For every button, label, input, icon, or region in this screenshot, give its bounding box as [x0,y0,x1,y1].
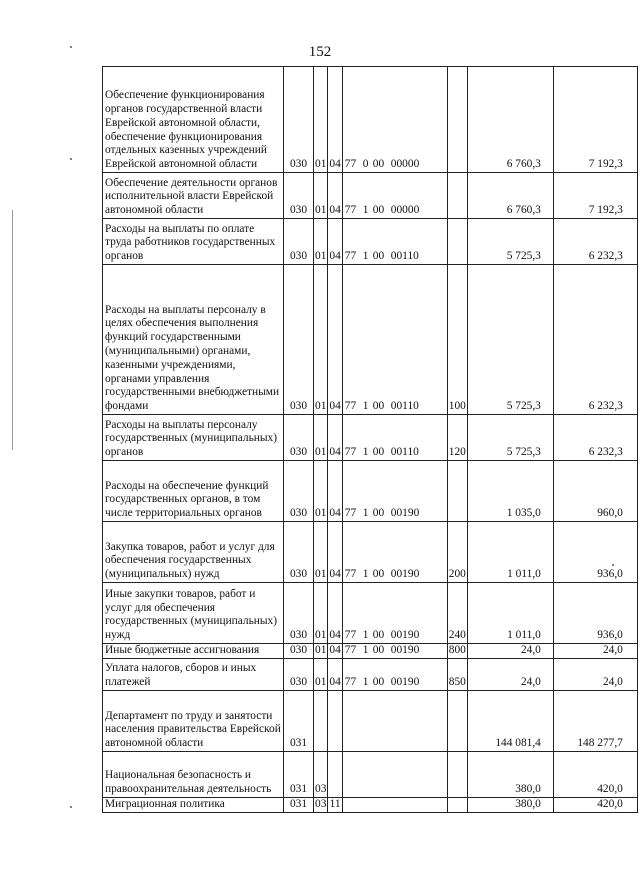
ved-code: 031 [284,752,314,798]
margin-fold-line [12,210,13,450]
rz-code: 01 [314,67,328,173]
sum-year-1: 144 081,4 [467,691,553,752]
sum-year-1: 24,0 [467,644,553,659]
sum-year-1: 380,0 [467,752,553,798]
rz-code: 01 [314,522,328,583]
csr-part-direction: 00000 [390,158,420,171]
csr-part-program: 77 [344,507,357,520]
csr-part-program: 77 [344,446,357,459]
table-row [103,219,638,265]
row-name: Обеспечение деятельности органов исполнительной власти Еврейской автономной области [103,173,284,219]
csr-part-subprogram: 1 [362,250,369,263]
pr-code: 04 [328,67,342,173]
sum-year-1: 6 760,3 [467,173,553,219]
csr-part-direction: 00110 [390,400,419,413]
sum-year-1: 5 725,3 [467,265,553,415]
vr-code [447,798,467,813]
sum-year-2: 936,0 [553,583,637,644]
csr-part-subprogram: 1 [362,568,369,581]
row-name: Иные бюджетные ассигнования [103,644,284,659]
csr-part-direction: 00000 [390,204,420,217]
rz-code: 01 [314,415,328,461]
vr-code [447,752,467,798]
pr-code: 04 [328,659,342,691]
vr-code [447,691,467,752]
ved-code: 030 [284,265,314,415]
sum-year-1: 6 760,3 [467,67,553,173]
rz-code [314,691,328,752]
vr-code: 850 [447,659,467,691]
table-row [103,415,638,461]
row-name: Миграционная политика [103,798,284,813]
pr-code: 04 [328,644,342,659]
rz-code: 03 [314,798,328,813]
csr-part-program: 77 [344,400,357,413]
vr-code [447,173,467,219]
budget-table [102,66,638,813]
csr-part-program: 77 [344,158,357,171]
csr-part-event: 00 [372,204,385,217]
csr-code [342,173,447,219]
pr-code: 04 [328,265,342,415]
row-name: Департамент по труду и занятости населения правительства Еврейской автономной области [103,691,284,752]
table-row [103,583,638,644]
rz-code: 01 [314,461,328,522]
sum-year-1: 24,0 [467,659,553,691]
ved-code: 030 [284,659,314,691]
rz-code: 01 [314,659,328,691]
sum-year-1: 1 011,0 [467,522,553,583]
row-name: Расходы на выплаты по оплате труда работников государственных органов [103,219,284,265]
table-row [103,798,638,813]
row-name: Расходы на выплаты персоналу в целях обеспечения выполнения функций государственными (муниципальными) органами, казенными учреждениями, органами управления государственными внебюджетными фондами [103,265,284,415]
rz-code: 01 [314,219,328,265]
csr-code [342,265,447,415]
ved-code: 030 [284,173,314,219]
csr-part-direction: 00190 [390,568,420,581]
sum-year-2: 7 192,3 [553,67,637,173]
vr-code: 200 [447,522,467,583]
sum-year-1: 5 725,3 [467,415,553,461]
csr-part-program: 77 [344,568,357,581]
vr-code [447,67,467,173]
table-row [103,461,638,522]
csr-code [342,67,447,173]
csr-code [342,691,447,752]
sum-year-2: 6 232,3 [553,415,637,461]
rz-code: 03 [314,752,328,798]
csr-part-subprogram: 0 [362,158,369,171]
csr-part-subprogram: 1 [362,204,369,217]
pr-code: 04 [328,415,342,461]
row-name: Закупка товаров, работ и услуг для обеспечения государственных (муниципальных) нужд [103,522,284,583]
sum-year-1: 1 011,0 [467,583,553,644]
row-name: Иные закупки товаров, работ и услуг для обеспечения государственных (муниципальных) нужд [103,583,284,644]
ved-code: 030 [284,644,314,659]
csr-code [342,659,447,691]
csr-part-program: 77 [344,644,357,657]
sum-year-2: 24,0 [553,659,637,691]
sum-year-2: 420,0 [553,752,637,798]
rz-code: 01 [314,644,328,659]
ved-code: 031 [284,691,314,752]
csr-part-event: 00 [372,644,385,657]
csr-code [342,798,447,813]
sum-year-1: 1 035,0 [467,461,553,522]
margin-mark [70,806,72,808]
sum-year-2: 960,0 [553,461,637,522]
sum-year-2: 936,0 [553,522,637,583]
pr-code [328,752,342,798]
pr-code: 04 [328,219,342,265]
csr-part-subprogram: 1 [362,400,369,413]
sum-year-2: 148 277,7 [553,691,637,752]
csr-part-direction: 00190 [390,676,420,689]
vr-code: 240 [447,583,467,644]
csr-part-subprogram: 1 [362,629,369,642]
csr-part-program: 77 [344,250,357,263]
sum-year-1: 380,0 [467,798,553,813]
csr-part-subprogram: 1 [362,676,369,689]
row-name: Уплата налогов, сборов и иных платежей [103,659,284,691]
csr-code [342,522,447,583]
ved-code: 030 [284,461,314,522]
rz-code: 01 [314,265,328,415]
csr-part-event: 00 [372,629,385,642]
row-name: Расходы на обеспечение функций государственных органов, в том числе территориальных органов [103,461,284,522]
csr-part-event: 00 [372,568,385,581]
csr-part-direction: 00190 [390,629,420,642]
sum-year-2: 7 192,3 [553,173,637,219]
csr-part-program: 77 [344,629,357,642]
csr-part-event: 00 [372,446,385,459]
row-name: Национальная безопасность и правоохранительная деятельность [103,752,284,798]
table-row [103,752,638,798]
csr-part-subprogram: 1 [362,507,369,520]
csr-code [342,583,447,644]
sum-year-2: 24,0 [553,644,637,659]
ved-code: 030 [284,219,314,265]
pr-code: 04 [328,173,342,219]
csr-part-direction: 00110 [390,446,419,459]
row-name: Расходы на выплаты персоналу государственных (муниципальных) органов [103,415,284,461]
ved-code: 030 [284,522,314,583]
table-row [103,173,638,219]
csr-part-program: 77 [344,204,357,217]
ved-code: 030 [284,583,314,644]
table-row [103,691,638,752]
csr-code [342,752,447,798]
row-name: Обеспечение функционирования органов государственной власти Еврейской автономной области, обеспечение функционирования отдельных казенных учреждений Еврейской автономной области [103,67,284,173]
rz-code: 01 [314,173,328,219]
csr-code [342,219,447,265]
csr-part-event: 00 [372,250,385,263]
csr-part-direction: 00190 [390,644,420,657]
ved-code: 030 [284,67,314,173]
pr-code: 04 [328,583,342,644]
csr-code [342,415,447,461]
table-row [103,67,638,173]
page-number: 152 [308,44,332,60]
csr-part-event: 00 [372,507,385,520]
pr-code: 11 [328,798,342,813]
csr-part-direction: 00190 [390,507,420,520]
csr-part-event: 00 [372,676,385,689]
csr-part-program: 77 [344,676,357,689]
vr-code [447,461,467,522]
table-row [103,265,638,415]
csr-part-event: 00 [372,400,385,413]
sum-year-1: 5 725,3 [467,219,553,265]
sum-year-2: 6 232,3 [553,219,637,265]
pr-code: 04 [328,522,342,583]
pr-code [328,691,342,752]
vr-code: 100 [447,265,467,415]
sum-year-2: 420,0 [553,798,637,813]
pr-code: 04 [328,461,342,522]
vr-code: 800 [447,644,467,659]
csr-code [342,644,447,659]
ved-code: 031 [284,798,314,813]
csr-part-subprogram: 1 [362,446,369,459]
table-row [103,659,638,691]
csr-code [342,461,447,522]
margin-mark [70,158,72,160]
table-row [103,522,638,583]
csr-part-event: 00 [372,158,385,171]
rz-code: 01 [314,583,328,644]
sum-year-2: 6 232,3 [553,265,637,415]
vr-code: 120 [447,415,467,461]
csr-part-direction: 00110 [390,250,419,263]
table-row [103,644,638,659]
vr-code [447,219,467,265]
ved-code: 030 [284,415,314,461]
csr-part-subprogram: 1 [362,644,369,657]
